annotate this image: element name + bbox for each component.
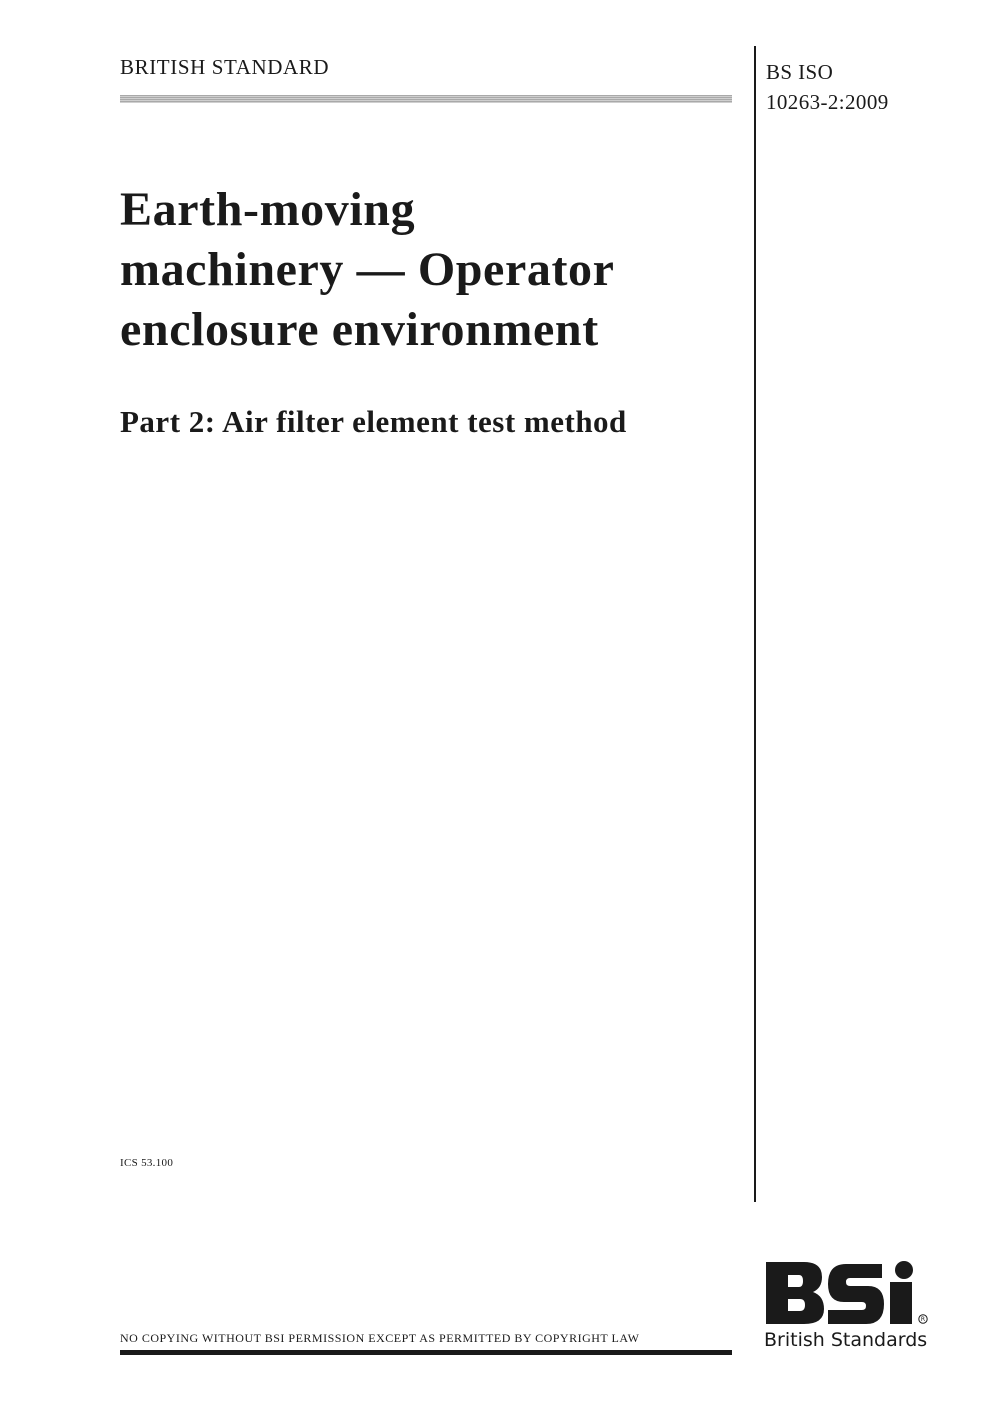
document-number: [766, 57, 889, 117]
bsi-logo-icon: [764, 1258, 930, 1328]
bsi-logo-name: British Standards: [764, 1329, 928, 1351]
document-title: [120, 180, 750, 360]
footer-rule: [120, 1350, 732, 1355]
series-label: BRITISH STANDARD: [120, 55, 330, 79]
header-rule: [120, 95, 732, 103]
copyright-notice: NO COPYING WITHOUT BSI PERMISSION EXCEPT AS PERMITTED BY COPYRIGHT LAW: [120, 1331, 640, 1345]
ics-code: ICS 53.100: [120, 1157, 174, 1169]
document-number-line-2: 10263-2:2009: [766, 90, 889, 114]
title-line-1: Earth-moving: [120, 183, 416, 236]
document-subtitle: Part 2: Air filter element test method: [120, 404, 627, 439]
bsi-logo: [764, 1258, 940, 1351]
title-line-3: enclosure environment: [120, 303, 599, 356]
vertical-divider: [754, 46, 756, 1202]
title-line-2: machinery — Operator: [120, 243, 615, 296]
document-number-line-1: BS ISO: [766, 60, 834, 84]
svg-text:R: R: [920, 1316, 926, 1324]
